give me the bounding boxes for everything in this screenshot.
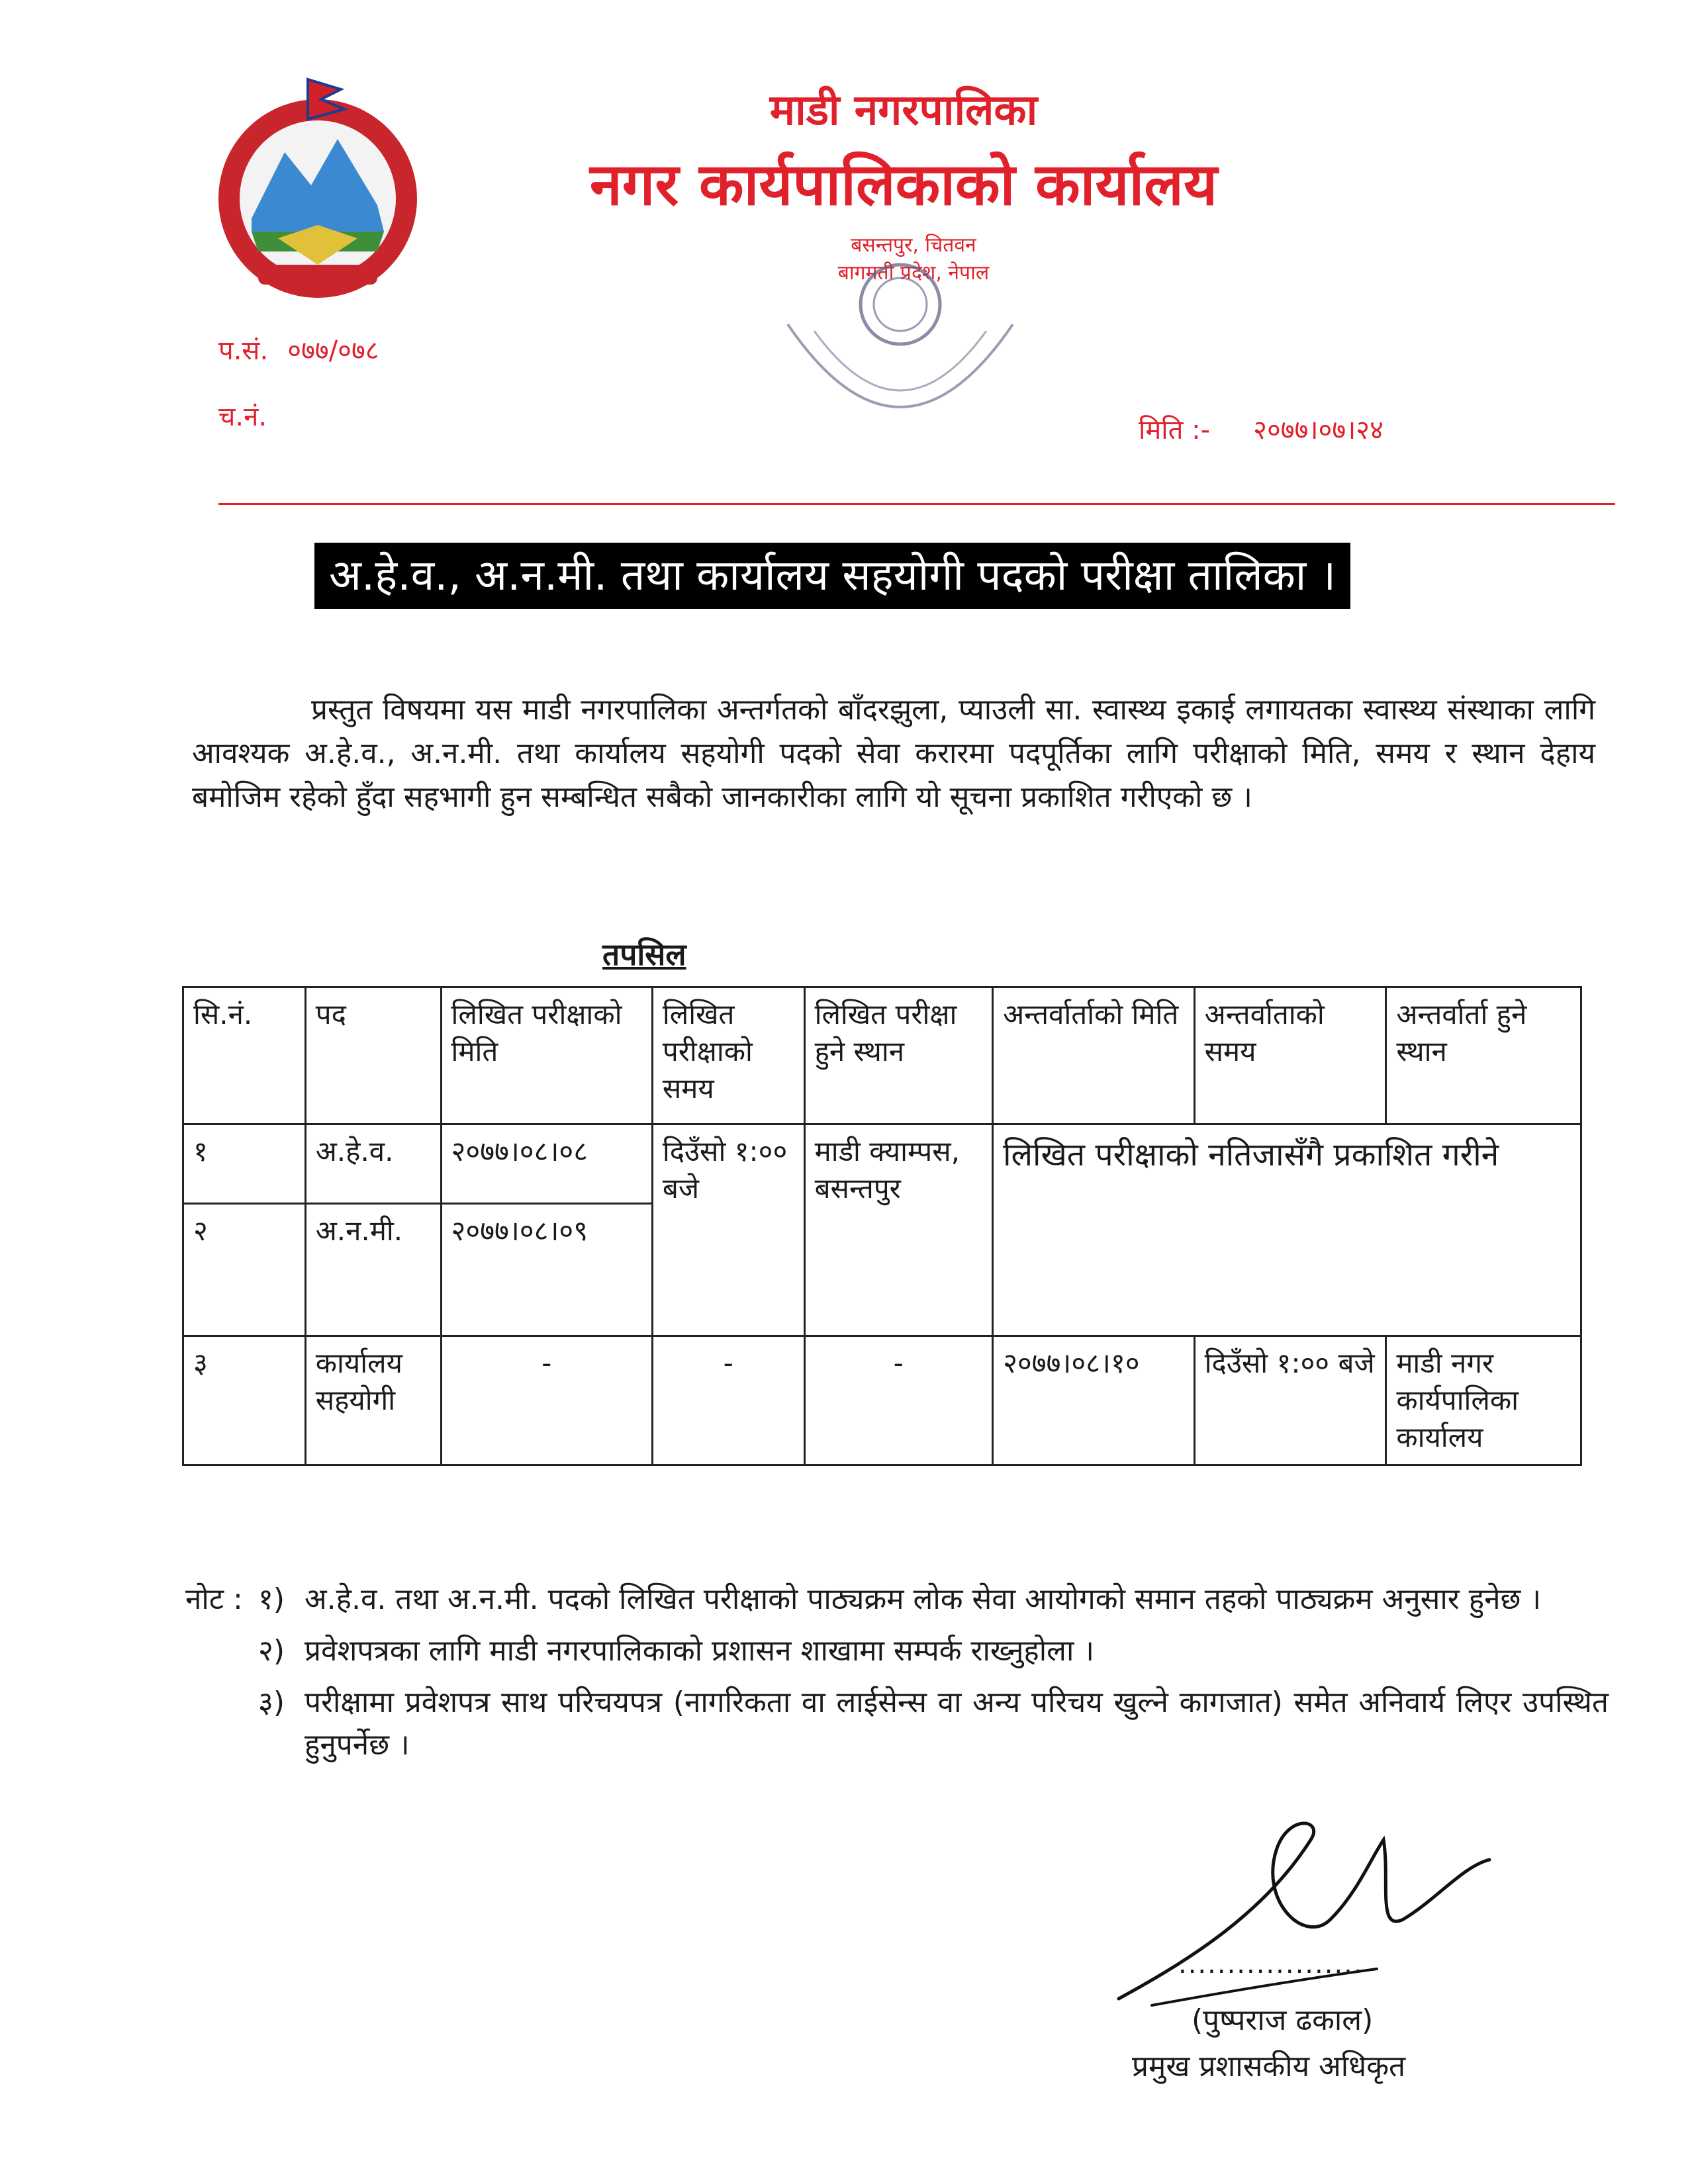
ps-label: प.सं. [218, 336, 269, 366]
written-time-cell: दिउँसो १:०० बजे [652, 1124, 804, 1336]
interview-note-cell: लिखित परीक्षाको नतिजासँगै प्रकाशित गरीने [993, 1124, 1581, 1336]
table-header-cell: सि.नं. [183, 987, 306, 1124]
post-cell: अ.हे.व. [305, 1124, 441, 1204]
date-label: मिति :- [1139, 415, 1211, 445]
post-cell: अ.न.मी. [305, 1204, 441, 1336]
signature-line: ................... [1178, 1949, 1364, 1979]
note-item [185, 1682, 1609, 1766]
written-date-cell: २०७७।०८।०९ [441, 1204, 652, 1336]
written-place-cell: - [804, 1336, 992, 1465]
note-item [185, 1630, 1609, 1672]
municipality-name: माडी नगरपालिका [769, 86, 1038, 135]
tapsil-heading: तपसिल [602, 936, 686, 972]
ps-value: ०७७/०७८ [287, 336, 379, 366]
header-divider [218, 503, 1615, 505]
signatory-name: (पुष्पराज ढकाल) [1192, 2003, 1374, 2037]
chn-label: च.नं. [218, 402, 267, 432]
table-header-cell: लिखित परीक्षाको समय [652, 987, 804, 1124]
table-header-cell: पद [305, 987, 441, 1124]
written-place-cell: माडी क्याम्पस, बसन्तपुर [804, 1124, 992, 1336]
interview-place-cell: माडी नगर कार्यपालिका कार्यालय [1386, 1336, 1581, 1465]
address-line: बसन्तपुर, चितवन [851, 234, 976, 257]
note-item [185, 1578, 1609, 1621]
notice-title: अ.हे.व., अ.न.मी. तथा कार्यालय सहयोगी पदको परीक्षा तालिका । [314, 543, 1350, 609]
notice-paragraph: प्रस्तुत विषयमा यस माडी नगरपालिका अन्तर्गतको बाँदरझुला, प्याउली सा. स्वास्थ्य इकाई लगायतका स्वास्थ्य संस्थाका लागि आवश्यक अ.हे.व., अ.न.मी. तथा कार्यालय सहयोगी पदको सेवा करारमा पदपूर्तिका लागि परीक्षाको मिति, समय र स्थान देहाय बमोजिम रहेको हुँदा सहभागी हुन सम्बन्धित सबैको जानकारीका लागि यो सूचना प्रकाशित गरीएको छ । [192, 693, 1595, 814]
table-header-cell: अन्तर्वार्ताको मिति [993, 987, 1195, 1124]
table-row [183, 1124, 1581, 1204]
note-number: १) [258, 1582, 285, 1616]
date-value: २०७७।०७।२४ [1253, 415, 1383, 445]
written-date-cell: २०७७।०८।०८ [441, 1124, 652, 1204]
signatory-post: प्रमुख प्रशासकीय अधिकृत [1132, 2050, 1406, 2083]
note-text: परीक्षामा प्रवेशपत्र साथ परिचयपत्र (नागरिकता वा लाईसेन्स वा अन्य परिचय खुल्ने कागजात) समेत अनिवार्य लिएर उपस्थित हुनुपर्नेछ । [305, 1686, 1609, 1762]
sn-cell: २ [183, 1204, 306, 1336]
written-date-cell: - [441, 1336, 652, 1465]
written-time-cell: - [652, 1336, 804, 1465]
table-header-cell: लिखित परीक्षाको मिति [441, 987, 652, 1124]
sn-cell: १ [183, 1124, 306, 1204]
table-row [183, 1336, 1581, 1465]
table-header-row [183, 987, 1581, 1124]
table-header-cell: अन्तर्वार्ता हुने स्थान [1386, 987, 1581, 1124]
address-line: बागमती प्रदेश, नेपाल [837, 261, 990, 285]
notes-section [185, 1578, 1609, 1766]
notes-label: नोट : [185, 1582, 243, 1616]
note-number: ३) [258, 1686, 285, 1719]
exam-schedule-table [182, 986, 1582, 1466]
reference-ps [218, 331, 379, 367]
note-text: अ.हे.व. तथा अ.न.मी. पदको लिखित परीक्षाको पाठ्यक्रम लोक सेवा आयोगको समान तहको पाठ्यक्रम अनुसार हुनेछ । [305, 1582, 1542, 1616]
office-name: नगर कार्यपालिकाको कार्यालय [590, 150, 1217, 218]
note-number: २) [258, 1634, 285, 1668]
table-header-cell: लिखित परीक्षा हुने स्थान [804, 987, 992, 1124]
table-header-cell: अन्तर्वाताको समय [1194, 987, 1386, 1124]
post-cell: कार्यालय सहयोगी [305, 1336, 441, 1465]
note-text: प्रवेशपत्रका लागि माडी नगरपालिकाको प्रशासन शाखामा सम्पर्क राख्नुहोला । [305, 1634, 1095, 1668]
office-stamp-icon [761, 251, 1039, 477]
sn-cell: ३ [183, 1336, 306, 1465]
date-block [1139, 410, 1383, 447]
interview-time-cell: दिउँसो १:०० बजे [1194, 1336, 1386, 1465]
interview-date-cell: २०७७।०८।१० [993, 1336, 1195, 1465]
